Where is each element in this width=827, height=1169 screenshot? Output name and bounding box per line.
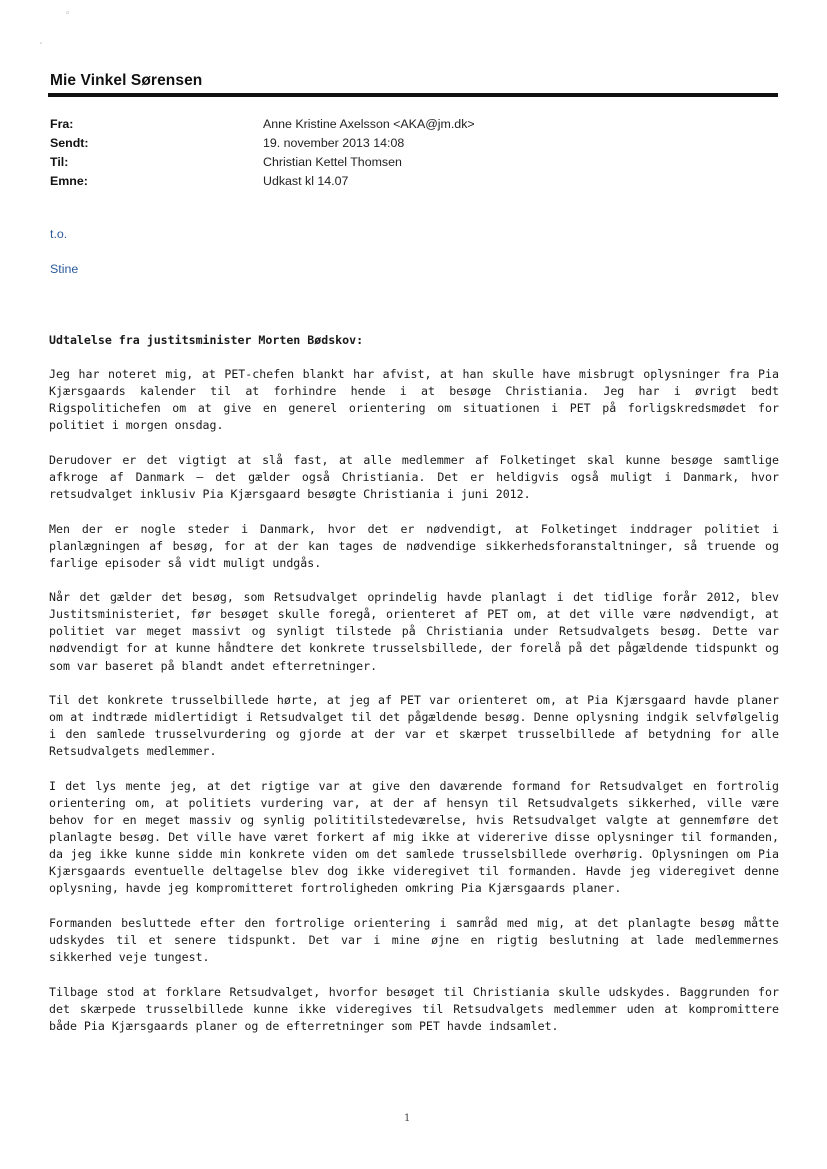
note-signature: Stine bbox=[50, 262, 79, 276]
from-value: Anne Kristine Axelsson <AKA@jm.dk> bbox=[263, 117, 475, 131]
scan-speck: ◦ bbox=[65, 9, 71, 19]
page-number: 1 bbox=[404, 1113, 411, 1124]
statement-paragraph: Jeg har noteret mig, at PET-chefen blankt har afvist, at han skulle have misbrugt oplysninger fra Pia Kjærsgaards kalender til at forhindre hende i at besøge Christiania. Jeg har i øvrigt bedt Rigspolitichefen om at give en generel orientering om situationen i PET på forligskredsmødet for politiet i morgen onsdag. bbox=[49, 367, 779, 433]
header-divider bbox=[48, 93, 778, 97]
from-label: Fra: bbox=[50, 117, 74, 131]
statement-paragraph: Men der er nogle steder i Danmark, hvor det er nødvendigt, at Folketinget inddrager politiet i planlægningen af besøg, for at der kan tages de nødvendige sikkerhedsforanstaltninger, så truende og farlige episoder så vidt muligt undgås. bbox=[49, 521, 779, 570]
email-header bbox=[50, 115, 475, 191]
to-label: Til: bbox=[50, 155, 69, 169]
statement-title: Udtalelse fra justitsminister Morten Bødskov: bbox=[49, 333, 364, 347]
statement-paragraph: I det lys mente jeg, at det rigtige var at give den daværende formand for Retsudvalget en fortrolig orientering om, at politiets vurdering var, at der af hensyn til Retsudvalgets sikkerhed, ville være behov for en meget massiv og synlig polititilstedeværelse, hvis Retsudvalget valgte at gennemføre det planlagte besøg. Det ville have været forkert af mig ikke at viderегive disse oplysninger til formanden, da jeg ikke kunne sidde min konkrete viden om det samlede trusselsbillede overhørig. Oplysningen om Pia Kjærsgaards eventuelle deltagelse blev dog ikke videregivet til formanden. Havde jeg videregivet denne oplysning, havde jeg kompromitteret fortroligheden omkring Pia Kjærsgaards planer. bbox=[49, 778, 779, 896]
subject-value: Udkast kl 14.07 bbox=[263, 174, 349, 188]
subject-row bbox=[50, 172, 475, 191]
scan-speck: ′ bbox=[40, 42, 43, 52]
sent-value: 19. november 2013 14:08 bbox=[263, 136, 405, 150]
sender-name: Mie Vinkel Sørensen bbox=[50, 72, 203, 89]
statement-paragraph: Tilbage stod at forklare Retsudvalget, hvorfor besøget til Christiania skulle udskydes. Baggrunden for det skærpede trusselbillede kunne ikke videregives til Retsudvalgets medlemmer uden at kompromittere både Pia Kjærsgaards planer og de efterretninger som PET havde indsamlet. bbox=[49, 984, 779, 1033]
statement-paragraph: Når det gælder det besøg, som Retsudvalget oprindelig havde planlagt i det tidlige forår 2012, blev Justitsministeriet, før besøget skulle foregå, orienteret af PET om, at det ville være nødvendigt, at politiet var meget massivt og synligt tilstede på Christiania under Retsudvalgets besøg. Dette var nødvendigt for at kunne håndtere det konkrete trusselsbillede, der forelå på det pågældende tidspunkt og som var baseret på blandt andet efterretninger. bbox=[49, 590, 779, 673]
statement-paragraph: Derudover er det vigtigt at slå fast, at alle medlemmer af Folketinget skal kunne besøge samtlige afkroge af Danmark – det gælder også Christiania. Det er heldigvis også muligt i Danmark, hvor retsudvalget inklusiv Pia Kjærsgaard besøgte Christiania i juni 2012. bbox=[49, 452, 779, 502]
subject-label: Emne: bbox=[50, 174, 88, 188]
statement-body bbox=[49, 332, 779, 1052]
to-value: Christian Kettel Thomsen bbox=[263, 155, 402, 169]
statement-paragraph: Formanden besluttede efter den fortrolige orientering i samråd med mig, at det planlagte besøg måtte udskydes til et senere tidspunkt. Det var i mine øjne en rigtig beslutning at lade medlemmernes sikkerhed veje tungest. bbox=[49, 915, 779, 965]
sent-label: Sendt: bbox=[50, 136, 89, 150]
note-to: t.o. bbox=[50, 227, 68, 241]
to-row bbox=[50, 153, 475, 172]
statement-paragraph: Til det konkrete trusselbillede hørte, at jeg af PET var orienteret om, at Pia Kjærsgaard havde planer om at indtræde midlertidigt i Retsudvalget til det pågældende besøg. Denne oplysning indgik selvfølgelig i den samlede trusselvurdering og gjorde at der var et skærpet trusselbillede af betydning for alle Retsudvalgets medlemmer. bbox=[49, 693, 779, 759]
from-row bbox=[50, 115, 475, 134]
sent-row bbox=[50, 134, 475, 153]
